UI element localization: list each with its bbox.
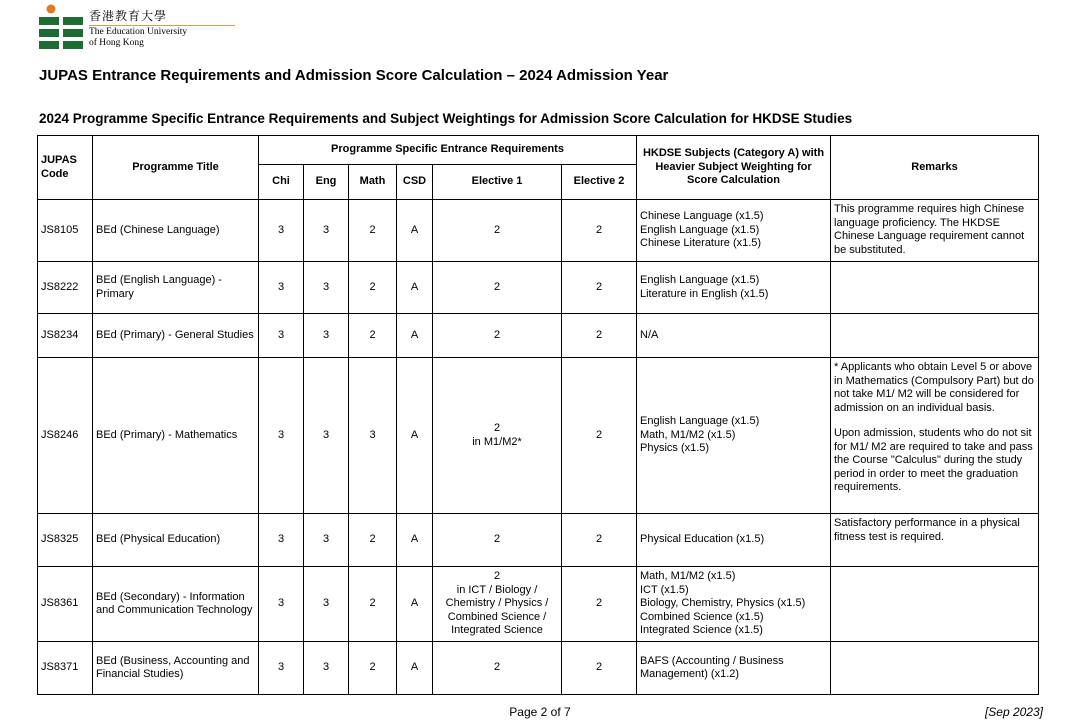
table-row xyxy=(38,314,1039,358)
cell-elective-1-line: 2 xyxy=(493,280,501,293)
cell-remarks xyxy=(831,200,1039,262)
table-row xyxy=(38,358,1039,514)
cell-subject-weighting-line: Chinese Literature (x1.5) xyxy=(640,237,762,250)
cell-elective-1-line: 2 xyxy=(493,533,501,546)
cell-subject-weighting-line: ICT (x1.5) xyxy=(640,583,689,596)
cell-programme-title: BEd (Secondary) - Information and Communication Technology xyxy=(93,567,259,642)
cell-remarks xyxy=(831,567,1039,642)
cell-eng: 3 xyxy=(304,642,349,695)
header-programme-title: Programme Title xyxy=(93,136,259,200)
cell-subject-weighting-line: Math, M1/M2 (x1.5) xyxy=(640,428,736,441)
cell-subject-weighting-line: English Language (x1.5) xyxy=(640,274,760,286)
cell-subject-weighting-line: Integrated Science (x1.5) xyxy=(640,624,763,637)
cell-csd: A xyxy=(397,200,433,262)
cell-subject-weighting xyxy=(637,514,831,567)
cell-remarks xyxy=(831,642,1039,695)
cell-jupas-code: JS8371 xyxy=(38,642,93,695)
cell-csd: A xyxy=(397,262,433,314)
table-body xyxy=(38,200,1039,695)
cell-remarks-line: Satisfactory performance in a physical fitness test is required. xyxy=(834,517,1020,543)
cell-subject-weighting xyxy=(637,567,831,642)
cell-math: 2 xyxy=(349,642,397,695)
cell-elective-1-line: 2 xyxy=(493,570,501,583)
cell-elective-1-line: in ICT / Biology / xyxy=(456,583,538,596)
cell-csd: A xyxy=(397,642,433,695)
cell-elective-2: 2 xyxy=(562,314,637,358)
cell-subject-weighting-line: Biology, Chemistry, Physics (x1.5) xyxy=(640,597,806,610)
cell-eng: 3 xyxy=(304,567,349,642)
cell-chi: 3 xyxy=(259,314,304,358)
cell-jupas-code: JS8361 xyxy=(38,567,93,642)
cell-elective-2: 2 xyxy=(562,514,637,567)
cell-programme-title: BEd (Chinese Language) xyxy=(93,200,259,262)
header-subject-weighting: HKDSE Subjects (Category A) with Heavier Subject Weighting for Score Calculation xyxy=(637,136,831,200)
revision-date: [Sep 2023] xyxy=(984,705,1043,719)
cell-subject-weighting-line: Math, M1/M2 (x1.5) xyxy=(640,570,736,583)
requirements-table xyxy=(37,135,1039,695)
logo-english-line2: of Hong Kong xyxy=(89,37,144,48)
cell-subject-weighting-line: BAFS (Accounting / Business Management) (x1.2) xyxy=(640,654,784,680)
cell-elective-1-line: Chemistry / Physics / xyxy=(445,597,549,610)
cell-subject-weighting-line: Physical Education (x1.5) xyxy=(640,533,765,546)
cell-elective-1-line: Combined Science / xyxy=(447,610,547,623)
table-row xyxy=(38,262,1039,314)
cell-subject-weighting-line: English Language (x1.5) xyxy=(640,415,760,428)
cell-programme-title: BEd (Primary) - Mathematics xyxy=(93,358,259,514)
cell-subject-weighting xyxy=(637,314,831,358)
cell-programme-title: BEd (English Language) - Primary xyxy=(93,262,259,314)
cell-eng: 3 xyxy=(304,262,349,314)
cell-elective-1-line: Integrated Science xyxy=(451,624,543,637)
table-row xyxy=(38,514,1039,567)
cell-math: 2 xyxy=(349,567,397,642)
cell-chi: 3 xyxy=(259,262,304,314)
cell-math: 2 xyxy=(349,200,397,262)
cell-csd: A xyxy=(397,567,433,642)
cell-remarks xyxy=(831,358,1039,514)
cell-csd: A xyxy=(397,358,433,514)
cell-subject-weighting-line: English Language (x1.5) xyxy=(640,223,760,236)
header-jupas-code: JUPAS Code xyxy=(38,136,93,200)
cell-remarks xyxy=(831,314,1039,358)
cell-elective-2: 2 xyxy=(562,262,637,314)
cell-chi: 3 xyxy=(259,642,304,695)
cell-elective-1-line: 2 xyxy=(493,661,501,674)
cell-elective-1-line: 2 xyxy=(493,223,501,236)
cell-remarks-line: Upon admission, students who do not sit for M1/ M2 are required to take and pass the Course "Calculus" during the study period in order to meet the graduation requirements. xyxy=(834,427,1033,493)
cell-elective-2: 2 xyxy=(562,200,637,262)
cell-subject-weighting-line: Chinese Language (x1.5) xyxy=(640,210,764,223)
cell-subject-weighting-line: Combined Science (x1.5) xyxy=(640,610,764,623)
table-row xyxy=(38,642,1039,695)
header-elective-1: Elective 1 xyxy=(433,165,562,200)
cell-subject-weighting xyxy=(637,358,831,514)
cell-elective-2: 2 xyxy=(562,642,637,695)
logo-english-line1: The Education University xyxy=(89,27,188,37)
cell-math: 3 xyxy=(349,358,397,514)
table-row xyxy=(38,567,1039,642)
header-remarks: Remarks xyxy=(831,136,1039,200)
cell-subject-weighting xyxy=(637,262,831,314)
cell-jupas-code: JS8234 xyxy=(38,314,93,358)
document-title: JUPAS Entrance Requirements and Admission Score Calculation – 2024 Admission Year xyxy=(39,67,669,84)
cell-elective-2: 2 xyxy=(562,567,637,642)
page-number: Page 2 of 7 xyxy=(509,705,571,719)
cell-elective-1 xyxy=(433,200,562,262)
cell-remarks xyxy=(831,514,1039,567)
cell-subject-weighting xyxy=(637,642,831,695)
cell-csd: A xyxy=(397,314,433,358)
cell-elective-1 xyxy=(433,314,562,358)
cell-eng: 3 xyxy=(304,314,349,358)
header-entrance-requirements: Programme Specific Entrance Requirements xyxy=(259,136,637,165)
cell-subject-weighting-line: N/A xyxy=(640,328,659,341)
university-logo xyxy=(39,3,239,55)
header-elective-2: Elective 2 xyxy=(562,165,637,200)
cell-elective-1-line: in M1/M2* xyxy=(472,435,522,448)
cell-elective-1 xyxy=(433,514,562,567)
header-csd: CSD xyxy=(397,165,433,200)
cell-programme-title: BEd (Primary) - General Studies xyxy=(93,314,259,358)
cell-chi: 3 xyxy=(259,567,304,642)
logo-chinese-name: 香港教育大學 xyxy=(89,9,168,23)
header-chi: Chi xyxy=(259,165,304,200)
cell-subject-weighting-line: Physics (x1.5) xyxy=(640,442,710,455)
cell-elective-1 xyxy=(433,262,562,314)
logo-divider xyxy=(89,25,235,26)
cell-remarks-line: This programme requires high Chinese language proficiency. The HKDSE Chinese Language requirement cannot be substituted. xyxy=(834,203,1025,256)
cell-jupas-code: JS8222 xyxy=(38,262,93,314)
cell-programme-title: BEd (Physical Education) xyxy=(93,514,259,567)
table-row xyxy=(38,200,1039,262)
cell-math: 2 xyxy=(349,514,397,567)
cell-elective-1 xyxy=(433,567,562,642)
cell-elective-1 xyxy=(433,642,562,695)
cell-chi: 3 xyxy=(259,514,304,567)
cell-chi: 3 xyxy=(259,200,304,262)
header-math: Math xyxy=(349,165,397,200)
eduhk-logo-icon xyxy=(39,3,84,51)
cell-remarks xyxy=(831,262,1039,314)
cell-csd: A xyxy=(397,514,433,567)
cell-chi: 3 xyxy=(259,358,304,514)
cell-elective-1 xyxy=(433,358,562,514)
cell-math: 2 xyxy=(349,314,397,358)
cell-subject-weighting xyxy=(637,200,831,262)
cell-programme-title: BEd (Business, Accounting and Financial Studies) xyxy=(93,642,259,695)
cell-elective-1-line: 2 xyxy=(493,422,501,434)
cell-subject-weighting-line: Literature in English (x1.5) xyxy=(640,287,769,300)
document-subtitle: 2024 Programme Specific Entrance Requirements and Subject Weightings for Admission Score Calculation for HKDSE Studies xyxy=(39,111,853,126)
cell-eng: 3 xyxy=(304,358,349,514)
cell-jupas-code: JS8246 xyxy=(38,358,93,514)
cell-jupas-code: JS8105 xyxy=(38,200,93,262)
header-eng: Eng xyxy=(304,165,349,200)
cell-eng: 3 xyxy=(304,514,349,567)
cell-math: 2 xyxy=(349,262,397,314)
cell-remarks-line: * Applicants who obtain Level 5 or above in Mathematics (Compulsory Part) but do not take M1/ M2 will be considered for admission on an individual basis. xyxy=(834,361,1034,414)
cell-jupas-code: JS8325 xyxy=(38,514,93,567)
cell-eng: 3 xyxy=(304,200,349,262)
cell-elective-1-line: 2 xyxy=(493,328,501,341)
cell-elective-2: 2 xyxy=(562,358,637,514)
